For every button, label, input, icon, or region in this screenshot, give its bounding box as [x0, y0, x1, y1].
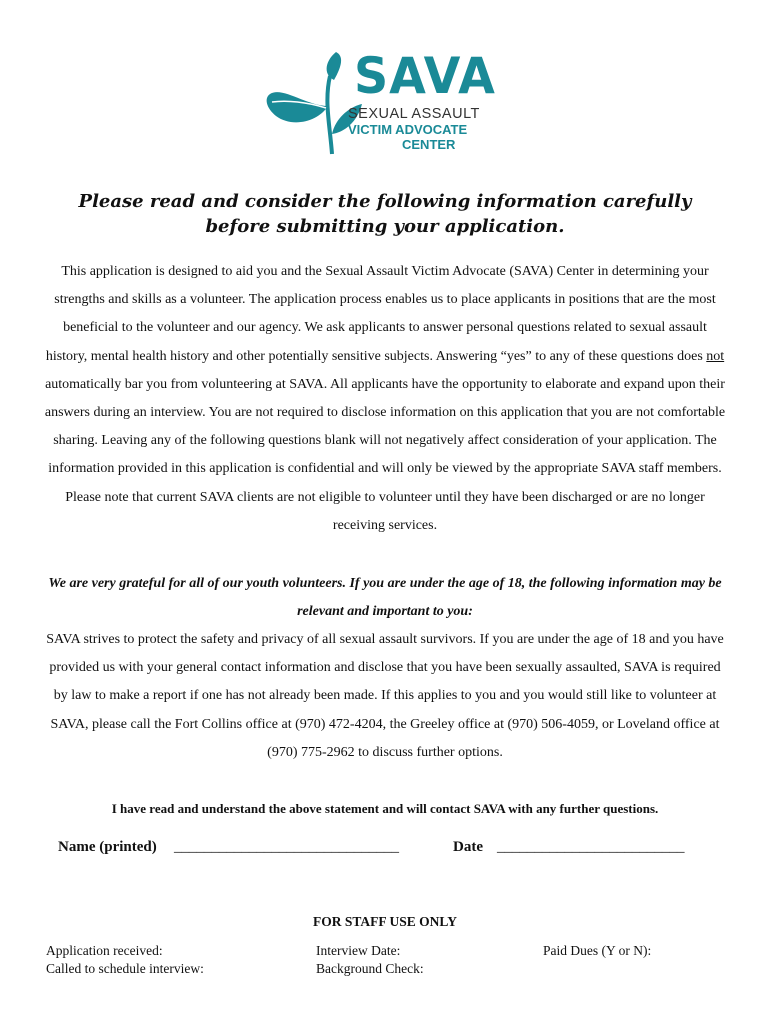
staff-section-title: FOR STAFF USE ONLY [313, 914, 457, 929]
intro-paragraph [44, 258, 726, 540]
date-field[interactable]: _________________________ [497, 839, 685, 855]
staff-column-1 [46, 942, 204, 978]
paid-dues-label: Paid Dues (Y or N): [543, 943, 652, 958]
logo-line-3: CENTER [402, 137, 456, 152]
called-to-schedule-label: Called to schedule interview: [46, 961, 204, 976]
name-field[interactable]: ______________________________ [174, 839, 399, 855]
application-received-label: Application received: [46, 943, 163, 958]
interview-date-label: Interview Date: [316, 943, 401, 958]
page-heading: Please read and consider the following information carefully before submitting your application. [78, 191, 692, 237]
intro-text-after: automatically bar you from volunteering at SAVA. All applicants have the opportunity to elaborate and expand upon their answers during an interview. You are not required to disclose information on this application that you are not comfortable sharing. Leaving any of the following questions blank will not negatively affect consideration of your application. The information provided in this application is confidential and will only be viewed by the appropriate SAVA staff members. Please note that current SAVA clients are not eligible to volunteer until they have been discharged or are no longer receiving services. [44, 376, 726, 533]
logo-line-2: VICTIM ADVOCATE [348, 122, 468, 137]
name-label: Name (printed) [58, 839, 157, 855]
youth-heading: We are very grateful for all of our youth volunteers. If you are under the age of 18, the following information may be relevant and important to you: [48, 576, 722, 619]
staff-column-3 [543, 942, 651, 960]
sava-logo [262, 46, 496, 158]
background-check-label: Background Check: [316, 961, 424, 976]
logo-brand-text: SAVA [354, 47, 496, 105]
youth-paragraph: SAVA strives to protect the safety and privacy of all sexual assault survivors. If you are under the age of 18 and you have provided us with your general contact information and disclose that you have been sexually assaulted, SAVA is required by law to make a report if one has not already been made. If this applies to you and you would still like to volunteer at SAVA, please call the Fort Collins office at (970) 472-4204, the Greeley office at (970) 506-4059, or Loveland office at (970) 775-2962 to discuss further options. [46, 632, 724, 760]
logo-line-1: SEXUAL ASSAULT [348, 106, 480, 122]
acknowledgement-statement: I have read and understand the above statement and will contact SAVA with any further questions. [111, 801, 659, 816]
intro-text-before: This application is designed to aid you and the Sexual Assault Victim Advocate (SAVA) Center in determining your strengths and skills as a volunteer. The application process enables us to place applicants in positions that are the most beneficial to the volunteer and our agency. We ask applicants to answer personal questions related to sexual assault history, mental health history and other potentially sensitive subjects. Answering “yes” to any of these questions does [45, 264, 716, 364]
intro-emphasis: not [706, 348, 725, 364]
staff-column-2 [316, 942, 424, 978]
date-label: Date [453, 839, 483, 855]
